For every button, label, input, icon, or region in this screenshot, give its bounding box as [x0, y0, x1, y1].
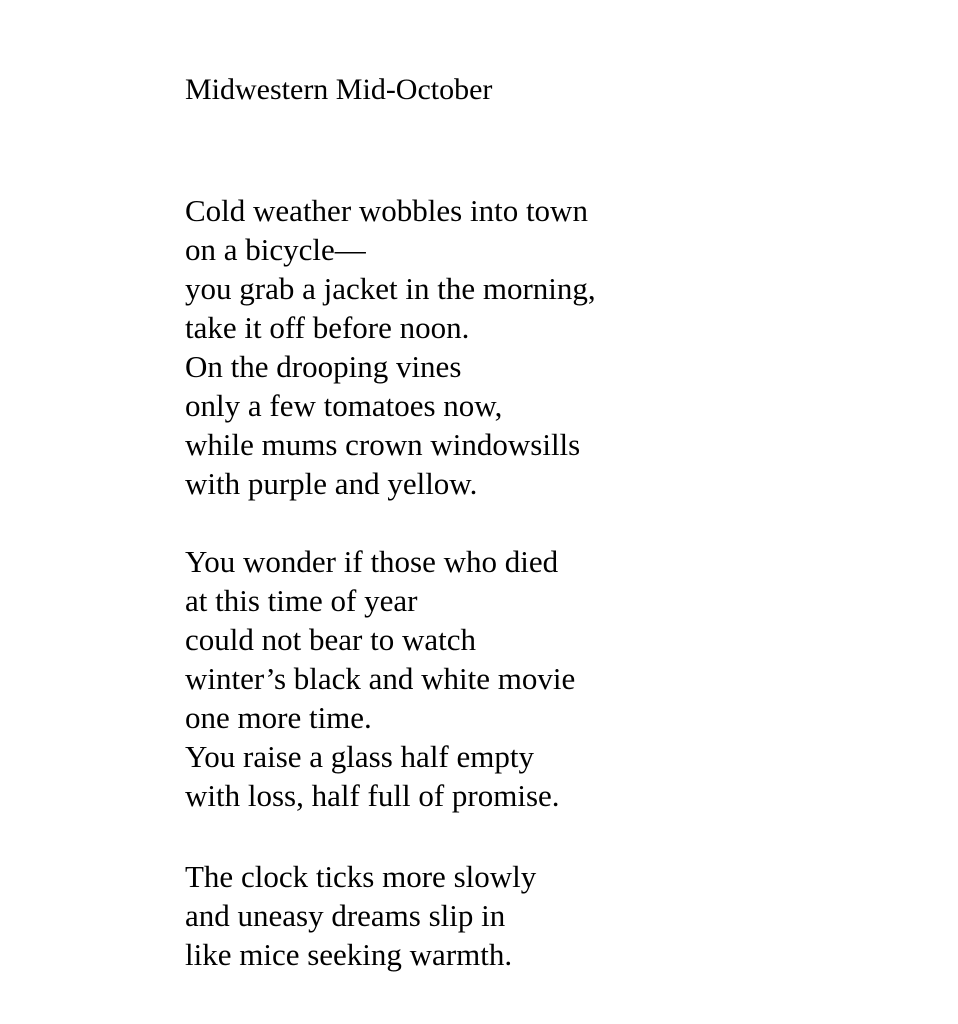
poem-line: with loss, half full of promise.: [185, 778, 560, 813]
poem-line: like mice seeking warmth.: [185, 937, 513, 972]
stanza-1: [185, 191, 596, 503]
poem-line: and uneasy dreams slip in: [185, 898, 506, 933]
poem-line: Cold weather wobbles into town: [185, 193, 588, 228]
poem-line: On the drooping vines: [185, 349, 462, 384]
poem-title: Midwestern Mid-October: [185, 73, 493, 106]
stanza-3: [185, 857, 536, 974]
poem-line: with purple and yellow.: [185, 466, 478, 501]
poem-line: while mums crown windowsills: [185, 427, 581, 462]
stanza-2: [185, 542, 575, 815]
poem-line: only a few tomatoes now,: [185, 388, 503, 423]
poem-line: winter’s black and white movie: [185, 661, 576, 696]
poem-line: take it off before noon.: [185, 310, 470, 345]
poem-line: you grab a jacket in the morning,: [185, 271, 596, 306]
poem-line: one more time.: [185, 700, 372, 735]
poem-line: could not bear to watch: [185, 622, 476, 657]
poem-line: The clock ticks more slowly: [185, 859, 537, 894]
poem-line: at this time of year: [185, 583, 418, 618]
poem-line: You raise a glass half empty: [185, 739, 534, 774]
poem-line: on a bicycle—: [185, 232, 366, 267]
poem-line: You wonder if those who died: [185, 544, 559, 579]
